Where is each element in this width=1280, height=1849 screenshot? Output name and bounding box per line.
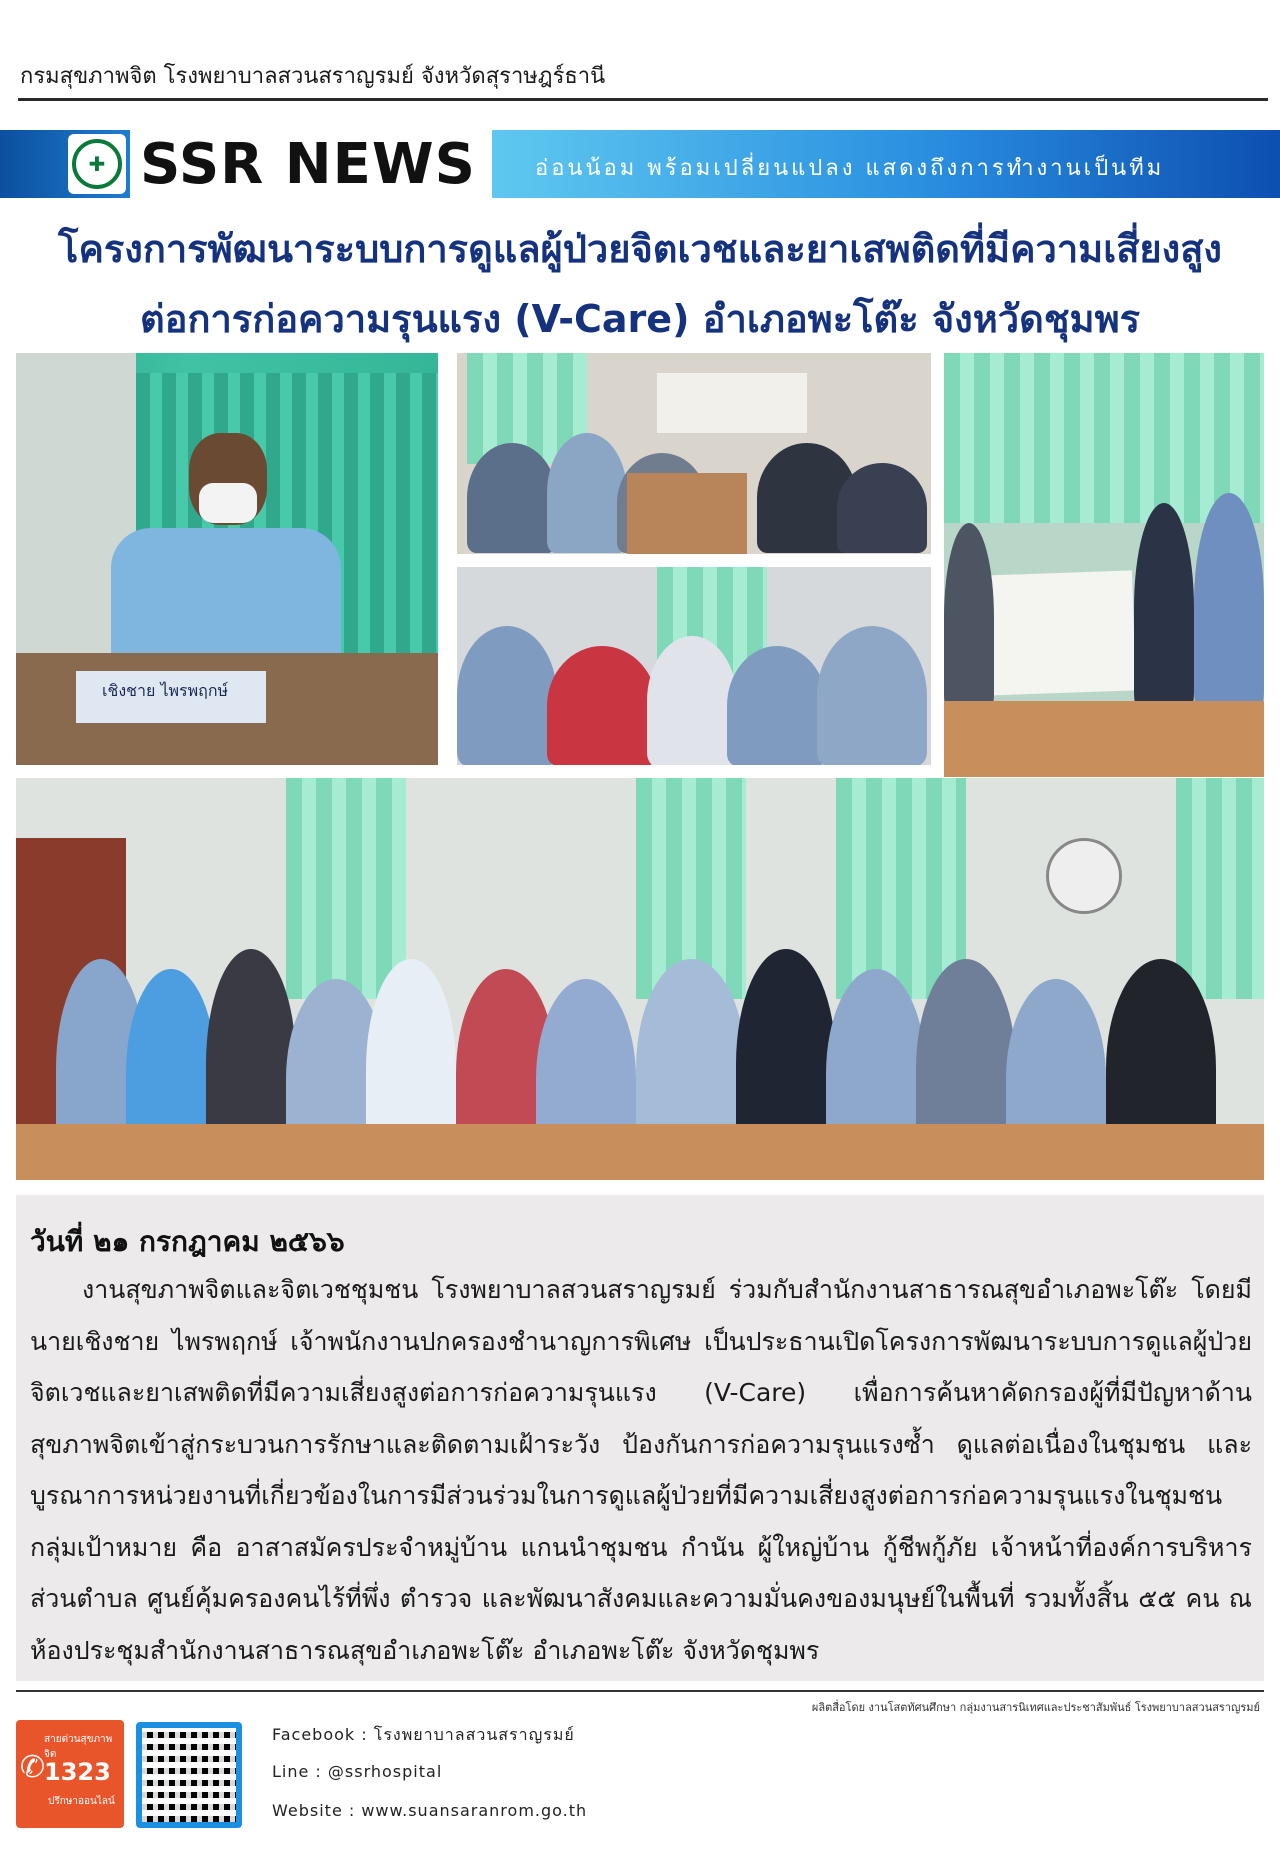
photo-crowd (457, 646, 931, 765)
slogan: อ่อนน้อม พร้อมเปลี่ยนแปลง แสดงถึงการทำงานเป็นทีม (535, 156, 1165, 181)
person-mask (199, 483, 257, 523)
hotline-number: 1323 (44, 1758, 111, 1786)
footer-divider (16, 1690, 1264, 1692)
fan-icon (1046, 838, 1122, 914)
photo-curtain (944, 353, 1264, 523)
header-divider (18, 98, 1268, 101)
photo-person (111, 433, 341, 673)
photo-presentation (944, 353, 1264, 777)
hotline-online: ปรึกษาออนไลน์ (48, 1796, 115, 1807)
phone-icon: ✆ (20, 1750, 46, 1785)
hotline-badge (16, 1720, 124, 1828)
article-date: วันที่ ๒๑ กรกฎาคม ๒๕๖๖ (30, 1225, 345, 1258)
photo-meeting (457, 353, 931, 554)
footer-credit: ผลิตสื่อโดย งานโสตทัศนศึกษา กลุ่มงานสารนิเทศและประชาสัมพันธ์ โรงพยาบาลสวนสราญรมย์ (811, 1701, 1260, 1714)
website-contact: Website : www.suansaranrom.go.th (272, 1801, 588, 1820)
photo-chairman (16, 353, 438, 765)
photo-workshop (457, 567, 931, 765)
line-contact: Line : @ssrhospital (272, 1762, 443, 1781)
department-logo-icon: ✚ (68, 134, 126, 194)
org-line: กรมสุขภาพจิต โรงพยาบาลสวนสราญรมย์ จังหวัดสุราษฎร์ธานี (20, 64, 606, 89)
brand-title: SSR NEWS (140, 132, 476, 197)
nameplate (76, 671, 266, 723)
hotline-label: สายด่วนสุขภาพจิต (44, 1734, 113, 1760)
photo-whiteboard (657, 373, 807, 433)
photo-table (944, 701, 1264, 777)
article-body: งานสุขภาพจิตและจิตเวชชุมชน โรงพยาบาลสวนสราญรมย์ ร่วมกับสำนักงานสาธารณสุขอำเภอพะโต๊ะ โดยมี นายเชิงชาย ไพรพฤกษ์ เจ้าพนักงานปกครองชำนาญการพิเศษ เป็นประธานเปิดโครงการพัฒนาระบบการดูแลผู้ป่วยจิตเวชและยาเสพติดที่มีความเสี่ยงสูงต่อการก่อความรุนแรง (V-Care) เพื่อการค้นหาคัดกรองผู้ที่มีปัญหาด้านสุขภาพจิตเข้าสู่กระบวนการรักษาและติดตามเฝ้าระวัง ป้องกันการก่อความรุนแรงซ้ำ ดูแลต่อเนื่องในชุมชน และบูรณาการหน่วยงานที่เกี่ยวข้องในการมีส่วนร่วมในการดูแลผู้ป่วยที่มีความเสี่ยงสูงต่อการก่อความรุนแรงในชุมชน กลุ่มเป้าหมาย คือ อาสาสมัครประจำหมู่บ้าน แกนนำชุมชน กำนัน ผู้ใหญ่บ้าน กู้ชีพกู้ภัย เจ้าหน้าที่องค์การบริหารส่วนตำบล ศูนย์คุ้มครองคนไร้ที่พึ่ง ตำรวจ และพัฒนาสังคมและความมั่นคงของมนุษย์ในพื้นที่ รวมทั้งสิ้น ๕๕ คน ณ ห้องประชุมสำนักงานสาธารณสุขอำเภอพะโต๊ะ อำเภอพะโต๊ะ จังหวัดชุมพร (30, 1275, 1252, 1665)
headline-line-1: โครงการพัฒนาระบบการดูแลผู้ป่วยจิตเวชและยาเสพติดที่มีความเสี่ยงสูง (58, 227, 1222, 271)
photo-table (16, 1124, 1264, 1180)
facebook-contact: Facebook : โรงพยาบาลสวนสราญรมย์ (272, 1725, 575, 1744)
qr-code-icon (136, 1722, 242, 1828)
photo-table (627, 473, 747, 554)
nameplate-text: เชิงชาย ไพรพฤกษ์ (102, 681, 229, 700)
headline-line-2: ต่อการก่อความรุนแรง (V-Care) อำเภอพะโต๊ะ จังหวัดชุมพร (139, 297, 1141, 341)
news-banner (0, 130, 1280, 198)
photo-group (16, 778, 1264, 1180)
